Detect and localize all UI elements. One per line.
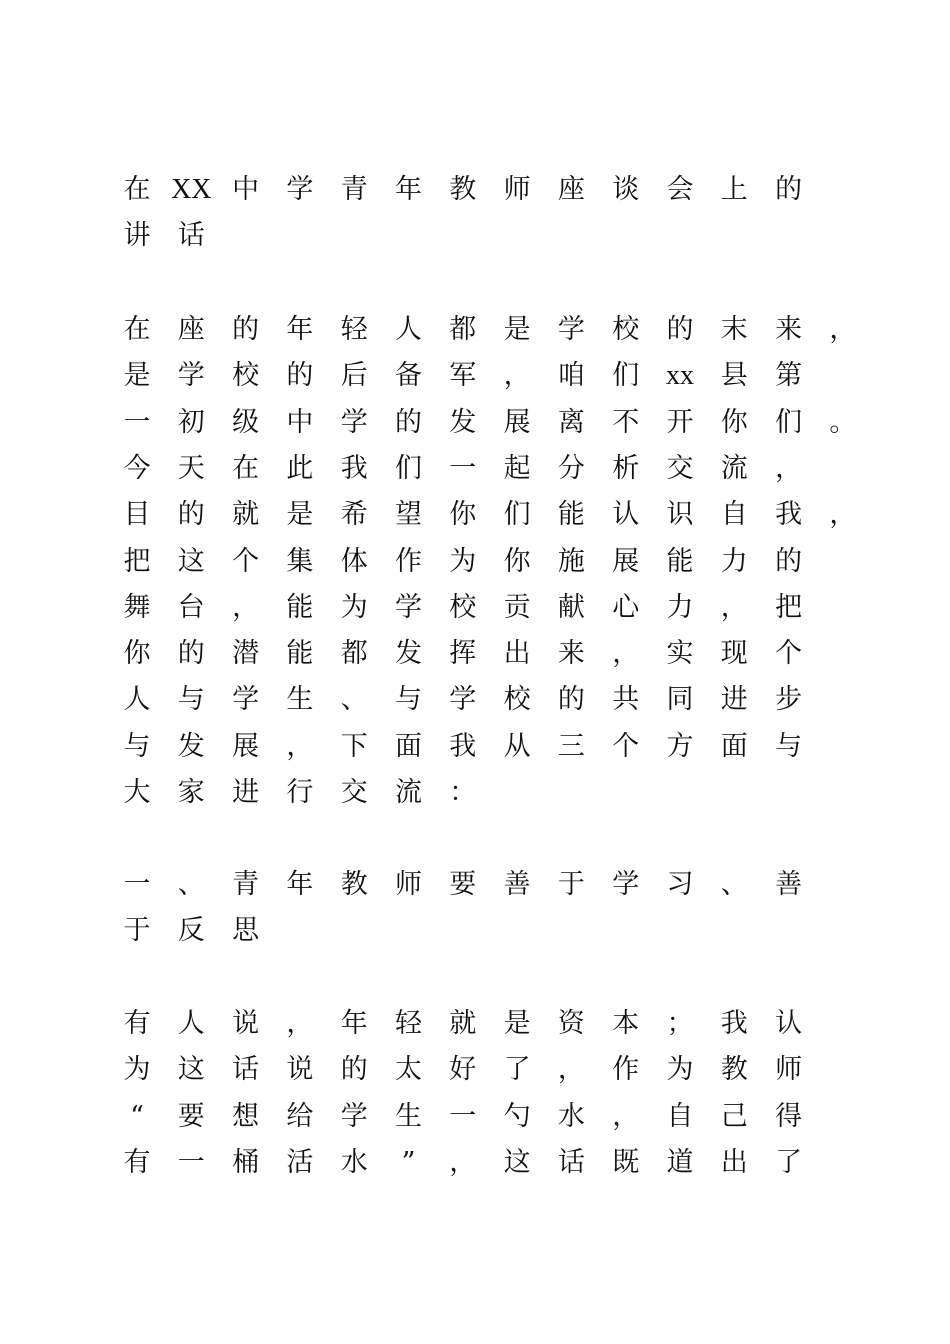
text-glyph: 目 [123, 499, 151, 531]
text-glyph: 贡 [503, 591, 531, 623]
text-glyph: 是 [286, 499, 314, 531]
text-glyph: 进 [232, 777, 260, 808]
text-glyph: 施 [557, 545, 585, 577]
text-glyph: 年 [286, 314, 314, 345]
text-glyph: 流 [395, 777, 422, 808]
text-glyph: 舞 [123, 591, 151, 623]
text-glyph: 的 [340, 1054, 368, 1086]
text-line [112, 770, 872, 816]
text-glyph: 作 [395, 545, 422, 577]
text-glyph: 有 [123, 1146, 151, 1178]
text-glyph: 话 [232, 1054, 260, 1086]
text-glyph: 出 [720, 1146, 748, 1178]
text-glyph: 在 [232, 452, 260, 484]
text-glyph: 个 [775, 638, 803, 670]
text-glyph: 的 [177, 638, 205, 670]
text-glyph: 我 [720, 1008, 748, 1039]
text-glyph: 学 [612, 869, 640, 900]
text-glyph: 们 [612, 360, 640, 392]
text-glyph: 说 [232, 1008, 260, 1039]
text-glyph: 这 [177, 1054, 205, 1086]
text-glyph: 学 [286, 174, 314, 205]
text-glyph: 县 [720, 360, 748, 392]
text-glyph: 校 [503, 684, 531, 716]
text-glyph: 一 [449, 452, 477, 484]
text-glyph: 师 [395, 869, 422, 900]
text-glyph: 青 [340, 174, 368, 205]
text-glyph: 水 [340, 1146, 368, 1178]
text-glyph: 下 [340, 730, 368, 762]
text-glyph: 初 [177, 406, 205, 438]
text-glyph: 望 [395, 499, 422, 531]
text-glyph: “ [130, 1100, 144, 1132]
text-glyph: 的 [557, 684, 585, 716]
text-glyph: ， [829, 314, 857, 345]
text-glyph: 人 [123, 684, 151, 716]
text-glyph: 生 [286, 684, 314, 716]
text-glyph: 是 [503, 1008, 531, 1039]
text-glyph: 于 [557, 869, 585, 900]
text-glyph: 自 [666, 1100, 694, 1132]
text-glyph: 展 [232, 730, 260, 762]
text-glyph: 给 [286, 1100, 314, 1132]
text-glyph: 家 [177, 777, 205, 808]
text-line [112, 213, 872, 259]
text-glyph: 反 [177, 915, 205, 947]
text-glyph: ， [286, 1008, 314, 1039]
text-glyph: 发 [395, 638, 422, 670]
text-glyph: ， [503, 360, 531, 392]
text-glyph: ” [401, 1146, 416, 1178]
text-glyph: 轻 [395, 1008, 422, 1039]
text-glyph: 能 [286, 591, 314, 623]
text-glyph: 习 [666, 869, 694, 900]
text-line [112, 724, 872, 770]
text-glyph: 此 [286, 452, 314, 484]
text-glyph: 都 [449, 314, 477, 345]
text-glyph: ， [612, 638, 640, 670]
text-glyph: 来 [775, 314, 803, 345]
text-glyph: 太 [395, 1054, 422, 1086]
text-glyph: 交 [340, 777, 368, 808]
text-glyph: 与 [395, 684, 422, 716]
text-glyph: 方 [666, 730, 694, 762]
text-line [112, 539, 872, 585]
text-glyph: 了 [775, 1146, 803, 1178]
text-glyph: 们 [775, 406, 803, 438]
text-glyph: 面 [395, 730, 422, 762]
text-glyph: 为 [666, 1054, 694, 1086]
text-glyph: 、 [720, 869, 748, 900]
text-glyph: 你 [123, 638, 151, 670]
text-glyph: 台 [177, 591, 205, 623]
text-glyph: 一 [449, 1100, 477, 1132]
text-line [112, 1001, 872, 1047]
text-glyph: 认 [612, 499, 640, 531]
text-glyph: 们 [503, 499, 531, 531]
text-glyph: 学 [395, 591, 422, 623]
text-line [112, 1094, 872, 1140]
text-glyph: 人 [395, 314, 422, 345]
text-glyph: 年 [340, 1008, 368, 1039]
text-glyph: ， [286, 730, 314, 762]
text-glyph: 的 [286, 360, 314, 392]
text-glyph: 你 [503, 545, 531, 577]
text-glyph: 思 [232, 915, 260, 947]
text-glyph: 力 [720, 545, 748, 577]
text-glyph: 轻 [340, 314, 368, 345]
text-glyph: 起 [503, 452, 531, 484]
text-glyph: 的 [232, 314, 260, 345]
text-glyph: 级 [232, 406, 260, 438]
text-glyph: 流 [720, 452, 748, 484]
text-glyph: 要 [449, 869, 477, 900]
text-glyph: 教 [720, 1054, 748, 1086]
text-glyph: 作 [612, 1054, 640, 1086]
text-glyph: 本 [612, 1008, 640, 1039]
text-glyph: 师 [775, 1054, 803, 1086]
text-glyph: 个 [232, 545, 260, 577]
text-glyph: 于 [123, 915, 151, 947]
text-glyph: 教 [449, 174, 477, 205]
text-glyph: 的 [775, 174, 803, 205]
text-glyph: 你 [449, 499, 477, 531]
text-line [112, 492, 872, 538]
text-glyph: 勺 [503, 1100, 531, 1132]
text-glyph: ， [612, 1100, 640, 1132]
text-glyph: 青 [232, 869, 260, 900]
text-glyph: 善 [503, 869, 531, 900]
text-glyph: 析 [612, 452, 640, 484]
text-glyph: 共 [612, 684, 640, 716]
text-line [112, 307, 872, 353]
text-line [112, 353, 872, 399]
text-glyph: 的 [395, 406, 422, 438]
text-glyph: 离 [557, 406, 585, 438]
text-glyph: 一 [123, 406, 151, 438]
text-line [112, 446, 872, 492]
text-glyph: 校 [449, 591, 477, 623]
text-glyph: ： [449, 777, 477, 808]
text-glyph: XX [171, 174, 212, 205]
text-glyph: 咱 [557, 360, 585, 392]
text-glyph: 希 [340, 499, 368, 531]
text-glyph: 自 [720, 499, 748, 531]
text-line [112, 862, 872, 908]
text-line [112, 677, 872, 723]
text-glyph: 学 [557, 314, 585, 345]
text-glyph: 三 [557, 730, 585, 762]
text-glyph: 这 [503, 1146, 531, 1178]
text-glyph: 要 [177, 1100, 205, 1132]
text-glyph: 出 [503, 638, 531, 670]
text-glyph: 把 [123, 545, 151, 577]
text-glyph: 展 [612, 545, 640, 577]
text-glyph: 与 [775, 730, 803, 762]
text-glyph: 发 [177, 730, 205, 762]
text-glyph: 会 [666, 174, 694, 205]
text-glyph: 在 [123, 314, 151, 345]
text-glyph: 好 [449, 1054, 477, 1086]
text-line [112, 1047, 872, 1093]
text-glyph: 为 [449, 545, 477, 577]
text-glyph: 了 [503, 1054, 531, 1086]
text-glyph: 学 [449, 684, 477, 716]
text-glyph: 、 [340, 684, 368, 716]
text-glyph: 认 [775, 1008, 803, 1039]
text-glyph: 座 [557, 174, 585, 205]
text-glyph: 你 [720, 406, 748, 438]
text-glyph: 讲 [123, 220, 151, 252]
text-line [112, 585, 872, 631]
text-line [112, 167, 872, 213]
text-glyph: 人 [177, 1008, 205, 1039]
text-glyph: ， [232, 591, 260, 623]
text-glyph: 步 [775, 684, 803, 716]
text-glyph: 学 [340, 1100, 368, 1132]
text-glyph: 体 [340, 545, 368, 577]
text-glyph: xx [666, 360, 694, 392]
text-glyph: 现 [720, 638, 748, 670]
text-glyph: 中 [286, 406, 314, 438]
text-glyph: 说 [286, 1054, 314, 1086]
text-glyph: 教 [340, 869, 368, 900]
text-glyph: 发 [449, 406, 477, 438]
text-glyph: 不 [612, 406, 640, 438]
text-glyph: 中 [232, 174, 260, 205]
text-glyph: 开 [666, 406, 694, 438]
text-glyph: 心 [612, 591, 640, 623]
text-glyph: 军 [449, 360, 477, 392]
text-line [112, 631, 872, 677]
text-glyph: 这 [177, 545, 205, 577]
text-glyph: 与 [177, 684, 205, 716]
text-glyph: 进 [720, 684, 748, 716]
text-glyph: 我 [340, 452, 368, 484]
text-glyph: 的 [177, 499, 205, 531]
text-line [112, 908, 872, 954]
text-glyph: 话 [557, 1146, 585, 1178]
text-glyph: 道 [666, 1146, 694, 1178]
text-glyph: 座 [177, 314, 205, 345]
text-glyph: 与 [123, 730, 151, 762]
text-glyph: 第 [775, 360, 803, 392]
text-glyph: 把 [775, 591, 803, 623]
text-glyph: 年 [395, 174, 422, 205]
text-glyph: 献 [557, 591, 585, 623]
text-glyph: 末 [720, 314, 748, 345]
text-glyph: 既 [612, 1146, 640, 1178]
text-glyph: 就 [449, 1008, 477, 1039]
text-glyph: ， [829, 499, 857, 531]
text-glyph: 我 [449, 730, 477, 762]
text-glyph: 来 [557, 638, 585, 670]
text-glyph: 想 [232, 1100, 260, 1132]
text-glyph: 得 [775, 1100, 803, 1132]
text-glyph: 今 [123, 452, 151, 484]
text-glyph: 年 [286, 869, 314, 900]
text-glyph: 。 [829, 406, 857, 438]
text-glyph: 我 [775, 499, 803, 531]
text-glyph: 校 [612, 314, 640, 345]
text-glyph: ， [720, 591, 748, 623]
text-glyph: 上 [720, 174, 748, 205]
text-glyph: 在 [123, 174, 151, 205]
text-glyph: 师 [503, 174, 531, 205]
text-glyph: ； [666, 1008, 694, 1039]
text-glyph: 实 [666, 638, 694, 670]
text-glyph: 是 [503, 314, 531, 345]
text-glyph: 就 [232, 499, 260, 531]
text-glyph: 一 [177, 1146, 205, 1178]
text-glyph: 、 [177, 869, 205, 900]
text-glyph: 挥 [449, 638, 477, 670]
text-glyph: 力 [666, 591, 694, 623]
text-glyph: 为 [340, 591, 368, 623]
text-glyph: 备 [395, 360, 422, 392]
text-glyph: 大 [123, 777, 151, 808]
text-glyph: 集 [286, 545, 314, 577]
text-glyph: 行 [286, 777, 314, 808]
text-glyph: 的 [775, 545, 803, 577]
text-line [112, 400, 872, 446]
text-glyph: 展 [503, 406, 531, 438]
text-glyph: 同 [666, 684, 694, 716]
text-glyph: 潜 [232, 638, 260, 670]
text-glyph: 面 [720, 730, 748, 762]
text-glyph: 话 [177, 220, 205, 252]
text-glyph: 都 [340, 638, 368, 670]
text-glyph: 一 [123, 869, 151, 900]
text-glyph: 从 [503, 730, 531, 762]
text-glyph: ， [557, 1054, 585, 1086]
text-glyph: 是 [123, 360, 151, 392]
text-glyph: 能 [286, 638, 314, 670]
text-glyph: 识 [666, 499, 694, 531]
text-glyph: 能 [666, 545, 694, 577]
text-glyph: 生 [395, 1100, 422, 1132]
text-glyph: 桶 [232, 1146, 260, 1178]
text-glyph: 分 [557, 452, 585, 484]
text-glyph: 个 [612, 730, 640, 762]
text-glyph: 天 [177, 452, 205, 484]
text-glyph: ， [449, 1146, 477, 1178]
text-glyph: 校 [232, 360, 260, 392]
text-glyph: 们 [395, 452, 422, 484]
text-glyph: ， [775, 452, 803, 484]
text-glyph: 活 [286, 1146, 314, 1178]
text-glyph: 水 [557, 1100, 585, 1132]
text-glyph: 资 [557, 1008, 585, 1039]
text-glyph: 的 [666, 314, 694, 345]
text-glyph: 能 [557, 499, 585, 531]
text-glyph: 交 [666, 452, 694, 484]
text-glyph: 有 [123, 1008, 151, 1039]
text-glyph: 己 [720, 1100, 748, 1132]
text-glyph: 学 [177, 360, 205, 392]
text-glyph: 善 [775, 869, 803, 900]
text-glyph: 为 [123, 1054, 151, 1086]
text-glyph: 后 [340, 360, 368, 392]
text-line [112, 1140, 872, 1186]
text-glyph: 学 [232, 684, 260, 716]
text-glyph: 谈 [612, 174, 640, 205]
text-glyph: 学 [340, 406, 368, 438]
